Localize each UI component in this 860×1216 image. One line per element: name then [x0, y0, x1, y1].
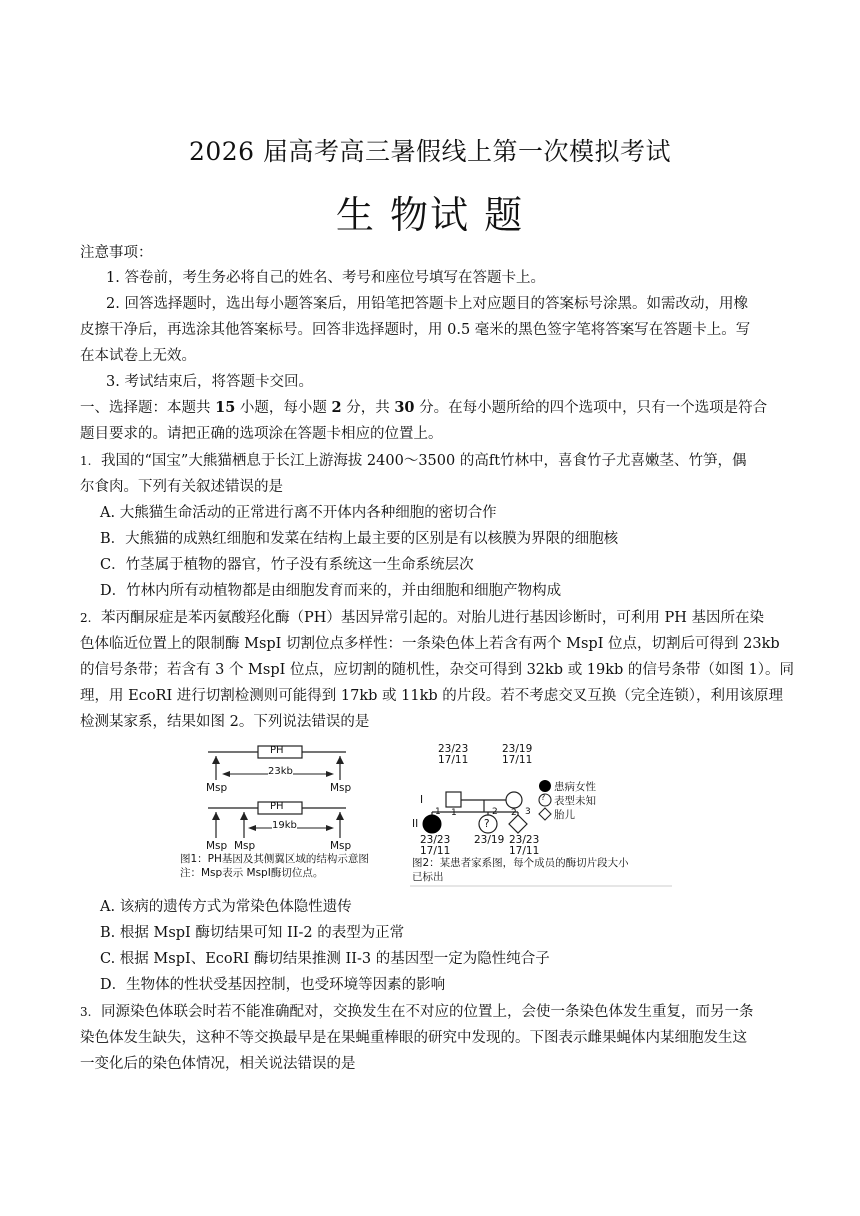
q3-number: 3.: [80, 1005, 92, 1019]
q2-number: 2.: [80, 611, 92, 625]
II2-num: 2: [492, 807, 498, 817]
fig2-caption-cont: 已标出: [412, 871, 444, 883]
len-19kb: 19kb: [272, 820, 297, 831]
question-count: 15: [215, 399, 236, 416]
len-23kb: 23kb: [268, 766, 293, 777]
II3-num: 3: [525, 807, 531, 817]
q1-number: 1.: [80, 454, 92, 468]
section-heading: [80, 398, 780, 418]
notice-item-3: 3. 考试结束后，将答题卡交回。: [106, 374, 313, 390]
gen-I: I: [420, 794, 424, 806]
legend-fetus: 胎儿: [554, 809, 575, 821]
q2-stem-3: 的信号条带；若含有 3 个 MspI 位点，应切割的随机性，杂交可得到 32kb 或 19kb 的信号条带（如图 1）。同: [80, 662, 795, 678]
unknown-mark: ?: [484, 818, 490, 830]
q1-stem-cont: 尔食肉。下列有关叙述错误的是: [80, 479, 283, 495]
q1-option-d: D．竹林内所有动植物都是由细胞发育而来的，并由细胞和细胞产物构成: [100, 583, 562, 599]
notice-item-1: 1. 答卷前，考生务必将自己的姓名、考号和座位号填写在答题卡上。: [106, 270, 545, 286]
notice-heading: 注意事项：: [80, 245, 153, 261]
figure-1: [180, 742, 400, 882]
section-text: 分，共: [341, 400, 395, 416]
notice-item-2: 2. 回答选择题时，选出每小题答案后，用铅笔把答题卡上对应题目的答案标号涂黑。如需改动，用橡: [106, 296, 748, 312]
q2-stem-5: 检测某家系，结果如图 2。下列说法错误的是: [80, 714, 370, 730]
legend-unknown: 表型未知: [554, 795, 596, 807]
ph-label-1: PH: [270, 745, 284, 756]
exam-title: 2026 届高考高三暑假线上第一次模拟考试: [188, 137, 672, 166]
q1-option-a: A. 大熊猫生命活动的正常进行离不开体内各种细胞的密切合作: [100, 505, 497, 521]
II1-top: 23/23: [420, 834, 451, 846]
fig1-note: 注：Msp表示 MspI酶切位点。: [180, 867, 324, 879]
fig2-caption: 图2：某患者家系图，每个成员的酶切片段大小: [412, 857, 629, 869]
q2-option-b: B. 根据 MspI 酶切结果可知 II-2 的表型为正常: [100, 925, 405, 941]
II3-bot: 17/11: [509, 845, 540, 857]
II3-top: 23/23: [509, 834, 540, 846]
I2-bot: 17/11: [502, 754, 533, 766]
q1-stem: 我国的“国宝”大熊猫栖息于长江上游海拔 2400～3500 的高ft竹林中，喜食竹子尤喜嫩茎、竹笋，偶: [101, 453, 747, 469]
I1-num: 1: [451, 808, 457, 818]
points-total: 30: [394, 399, 415, 416]
q3-stem-2: 染色体发生缺失，这种不等交换最早是在果蝇重棒眼的研究中发现的。下图表示雌果蝇体内某细胞发生这: [80, 1030, 747, 1046]
subject-title: 生 物试 题: [335, 193, 525, 237]
q2-option-a: A. 该病的遗传方式为常染色体隐性遗传: [100, 899, 352, 915]
gen-II: II: [412, 818, 419, 830]
q2-stem-2: 色体临近位置上的限制酶 MspI 切割位点多样性：一条染色体上若含有两个 MspI 位点，切割后可得到 23kb: [80, 636, 780, 652]
I1-top: 23/23: [438, 743, 469, 755]
section-heading-cont: 题目要求的。请把正确的选项涂在答题卡相应的位置上。: [80, 426, 443, 442]
section-text: 小题，每小题: [235, 400, 332, 416]
q2-option-c: C. 根据 MspI、EcoRI 酶切结果推测 II-3 的基因型一定为隐性纯合子: [100, 951, 550, 967]
I2-top: 23/19: [502, 743, 533, 755]
q2-stem: 苯丙酮尿症是苯丙氨酸羟化酶（PH）基因异常引起的。对胎儿进行基因诊断时，可利用 PH 基因所在染: [101, 610, 765, 626]
q1-option-b: B．大熊猫的成熟红细胞和发菜在结构上最主要的区别是有以核膜为界限的细胞核: [100, 531, 619, 547]
I2-num: 2: [511, 808, 517, 818]
msp-label: Msp: [330, 782, 352, 794]
II1-num: 1: [435, 807, 441, 817]
fig1-caption: 图1：PH基因及其侧翼区域的结构示意图: [180, 853, 369, 865]
I1-bot: 17/11: [438, 754, 469, 766]
q2-stem-4: 理，用 EcoRI 进行切割检测则可能得到 17kb 或 11kb 的片段。若不考虑交叉互换（完全连锁），利用该原理: [80, 688, 784, 704]
section-text: 一、选择题：本题共: [80, 400, 216, 416]
q1-option-c: C．竹茎属于植物的器官，竹子没有系统这一生命系统层次: [100, 557, 474, 573]
msp-label: Msp: [206, 782, 228, 794]
msp-label: Msp: [206, 840, 228, 852]
q3-stem: 同源染色体联会时若不能准确配对，交换发生在不对应的位置上，会使一条染色体发生重复，而另一条: [101, 1004, 754, 1020]
II2-top: 23/19: [474, 834, 505, 846]
notice-item-2-cont: 皮擦干净后，再选涂其他答案标号。回答非选择题时，用 0.5 毫米的黑色签字笔将答案写在答题卡上。写: [80, 322, 751, 338]
points-per: 2: [331, 399, 342, 416]
q3-stem-3: 一变化后的染色体情况，相关说法错误的是: [80, 1056, 356, 1072]
legend-unknown-mark: ?: [541, 793, 546, 802]
II1-bot: 17/11: [420, 845, 451, 857]
ph-label-2: PH: [270, 801, 284, 812]
q2-option-d: D．生物体的性状受基因控制，也受环境等因素的影响: [100, 977, 446, 993]
legend-affected: 患病女性: [554, 781, 596, 793]
notice-item-2-cont2: 在本试卷上无效。: [80, 348, 196, 364]
msp-label: Msp: [330, 840, 352, 852]
figure-2: [410, 742, 675, 887]
section-text: 分。在每小题所给的四个选项中，只有一个选项是符合: [414, 400, 768, 416]
msp-label: Msp: [234, 840, 256, 852]
